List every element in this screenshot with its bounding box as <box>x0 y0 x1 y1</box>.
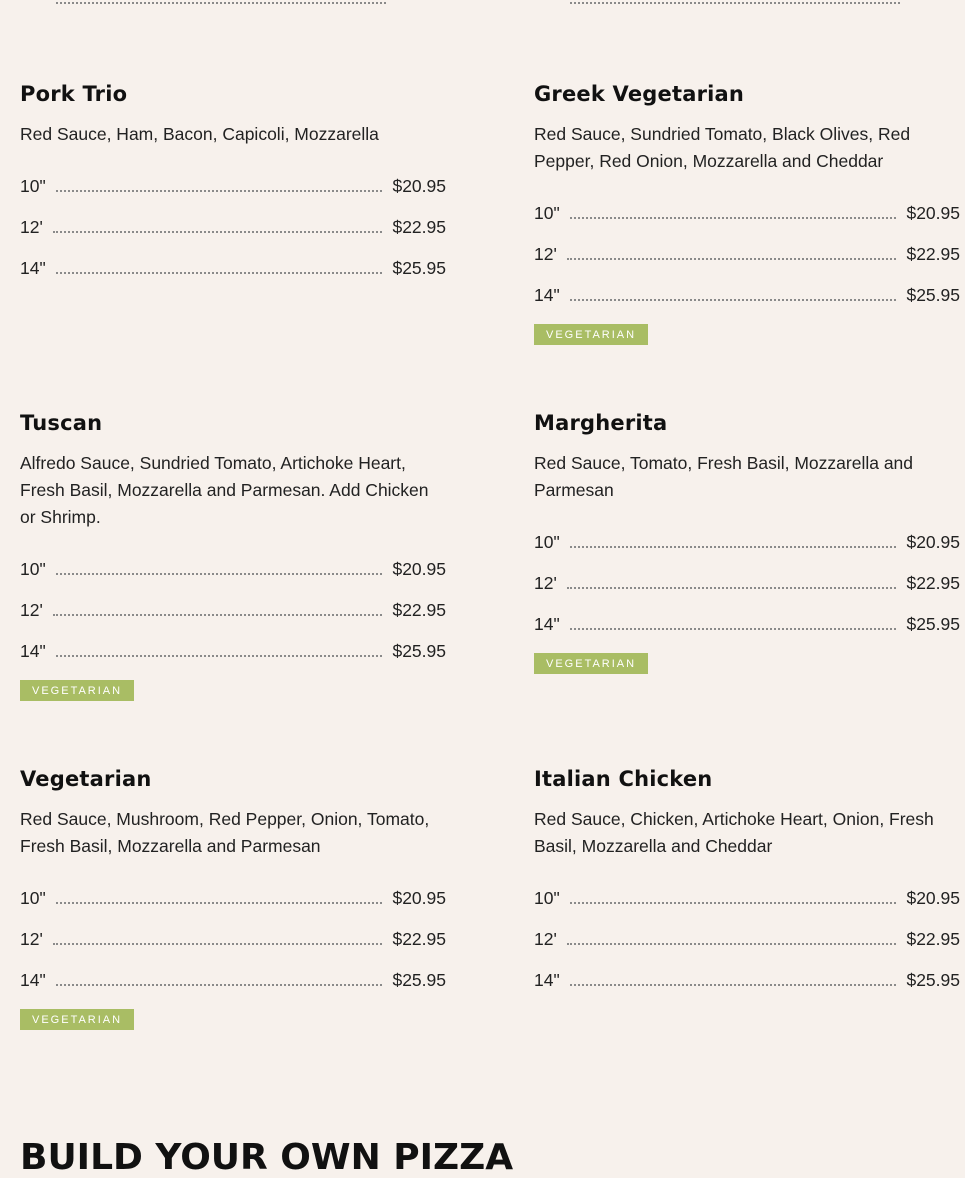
dot-leader <box>570 545 897 548</box>
price-list <box>20 156 446 279</box>
price-list <box>534 512 960 635</box>
vegetarian-badge: VEGETARIAN <box>20 680 134 701</box>
price-row <box>534 594 960 635</box>
menu-item-title: Margherita <box>534 411 668 435</box>
price-value: $20.95 <box>906 203 960 223</box>
price-row <box>534 868 960 909</box>
menu-item-title: Tuscan <box>20 411 103 435</box>
dot-leader <box>56 901 383 904</box>
price-value: $20.95 <box>392 888 446 908</box>
price-row <box>20 156 446 197</box>
size-label: 12' <box>20 600 43 620</box>
price-value: $22.95 <box>906 573 960 593</box>
price-row <box>534 553 960 594</box>
price-row <box>534 183 960 224</box>
price-value: $22.95 <box>392 217 446 237</box>
dot-leader <box>570 0 900 4</box>
price-row <box>20 950 446 991</box>
menu-item-description: Red Sauce, Mushroom, Red Pepper, Onion, Tomato, Fresh Basil, Mozzarella and Parmesan <box>20 809 430 856</box>
size-label: 10" <box>534 888 560 908</box>
dot-leader <box>567 586 897 589</box>
menu-item-title: Greek Vegetarian <box>534 82 745 106</box>
price-value: $20.95 <box>906 532 960 552</box>
price-row <box>534 265 960 306</box>
price-list <box>534 183 960 306</box>
price-value: $25.95 <box>906 970 960 990</box>
menu-item-description: Red Sauce, Ham, Bacon, Capicoli, Mozzarella <box>20 124 379 144</box>
price-value: $20.95 <box>906 888 960 908</box>
menu-item-greek-vegetarian <box>534 81 960 345</box>
price-value: $22.95 <box>906 244 960 264</box>
dot-leader <box>56 572 383 575</box>
section-title: BUILD YOUR OWN PIZZA <box>20 1137 514 1178</box>
menu-item-title: Italian Chicken <box>534 767 713 791</box>
price-row <box>534 950 960 991</box>
price-row <box>20 580 446 621</box>
menu-item-description: Red Sauce, Chicken, Artichoke Heart, Onion, Fresh Basil, Mozzarella and Cheddar <box>534 809 934 856</box>
size-label: 14" <box>20 258 46 278</box>
price-list <box>534 868 960 991</box>
dot-leader <box>570 627 897 630</box>
price-value: $25.95 <box>906 614 960 634</box>
menu-item-pork-trio <box>20 81 446 279</box>
price-value: $25.95 <box>392 258 446 278</box>
size-label: 12' <box>20 929 43 949</box>
dot-leader <box>56 189 383 192</box>
price-list <box>20 539 446 662</box>
size-label: 12' <box>534 929 557 949</box>
menu-item-vegetarian <box>20 766 446 1030</box>
price-value: $22.95 <box>906 929 960 949</box>
dot-leader <box>56 654 383 657</box>
size-label: 12' <box>20 217 43 237</box>
dot-leader <box>567 942 897 945</box>
vegetarian-badge: VEGETARIAN <box>534 653 648 674</box>
price-row <box>20 909 446 950</box>
price-value: $25.95 <box>906 285 960 305</box>
price-value: $20.95 <box>392 559 446 579</box>
size-label: 14" <box>20 641 46 661</box>
price-row <box>20 868 446 909</box>
menu-item-description: Alfredo Sauce, Sundried Tomato, Artichoke Heart, Fresh Basil, Mozzarella and Parmesan. Add Chicken or Shrimp. <box>20 453 429 527</box>
dot-leader <box>56 983 383 986</box>
size-label: 12' <box>534 573 557 593</box>
menu-item-margherita <box>534 410 960 674</box>
size-label: 10" <box>534 203 560 223</box>
price-value: $20.95 <box>392 176 446 196</box>
price-value: $22.95 <box>392 929 446 949</box>
dot-leader <box>570 901 897 904</box>
size-label: 14" <box>534 970 560 990</box>
price-row <box>534 909 960 950</box>
menu-item-italian-chicken <box>534 766 960 991</box>
dot-leader <box>56 0 386 4</box>
menu-item-description: Red Sauce, Sundried Tomato, Black Olives, Red Pepper, Red Onion, Mozzarella and Cheddar <box>534 124 911 171</box>
dot-leader <box>56 271 383 274</box>
size-label: 10" <box>20 888 46 908</box>
menu-item-tuscan <box>20 410 446 701</box>
price-row <box>20 197 446 238</box>
dot-leader <box>567 257 897 260</box>
dot-leader <box>570 216 897 219</box>
menu-item-description: Red Sauce, Tomato, Fresh Basil, Mozzarella and Parmesan <box>534 453 914 500</box>
size-label: 14" <box>534 285 560 305</box>
menu-item-title: Pork Trio <box>20 82 128 106</box>
price-row <box>534 512 960 553</box>
dot-leader <box>53 230 383 233</box>
size-label: 10" <box>534 532 560 552</box>
price-row <box>20 539 446 580</box>
size-label: 10" <box>20 559 46 579</box>
price-value: $25.95 <box>392 970 446 990</box>
price-row <box>20 238 446 279</box>
price-value: $25.95 <box>392 641 446 661</box>
price-row <box>20 621 446 662</box>
size-label: 10" <box>20 176 46 196</box>
vegetarian-badge: VEGETARIAN <box>534 324 648 345</box>
price-list <box>20 868 446 991</box>
price-value: $22.95 <box>392 600 446 620</box>
price-row <box>534 224 960 265</box>
size-label: 14" <box>534 614 560 634</box>
size-label: 12' <box>534 244 557 264</box>
dot-leader <box>570 298 897 301</box>
dot-leader <box>570 983 897 986</box>
dot-leader <box>53 942 383 945</box>
menu-item-title: Vegetarian <box>20 767 152 791</box>
size-label: 14" <box>20 970 46 990</box>
vegetarian-badge: VEGETARIAN <box>20 1009 134 1030</box>
dot-leader <box>53 613 383 616</box>
